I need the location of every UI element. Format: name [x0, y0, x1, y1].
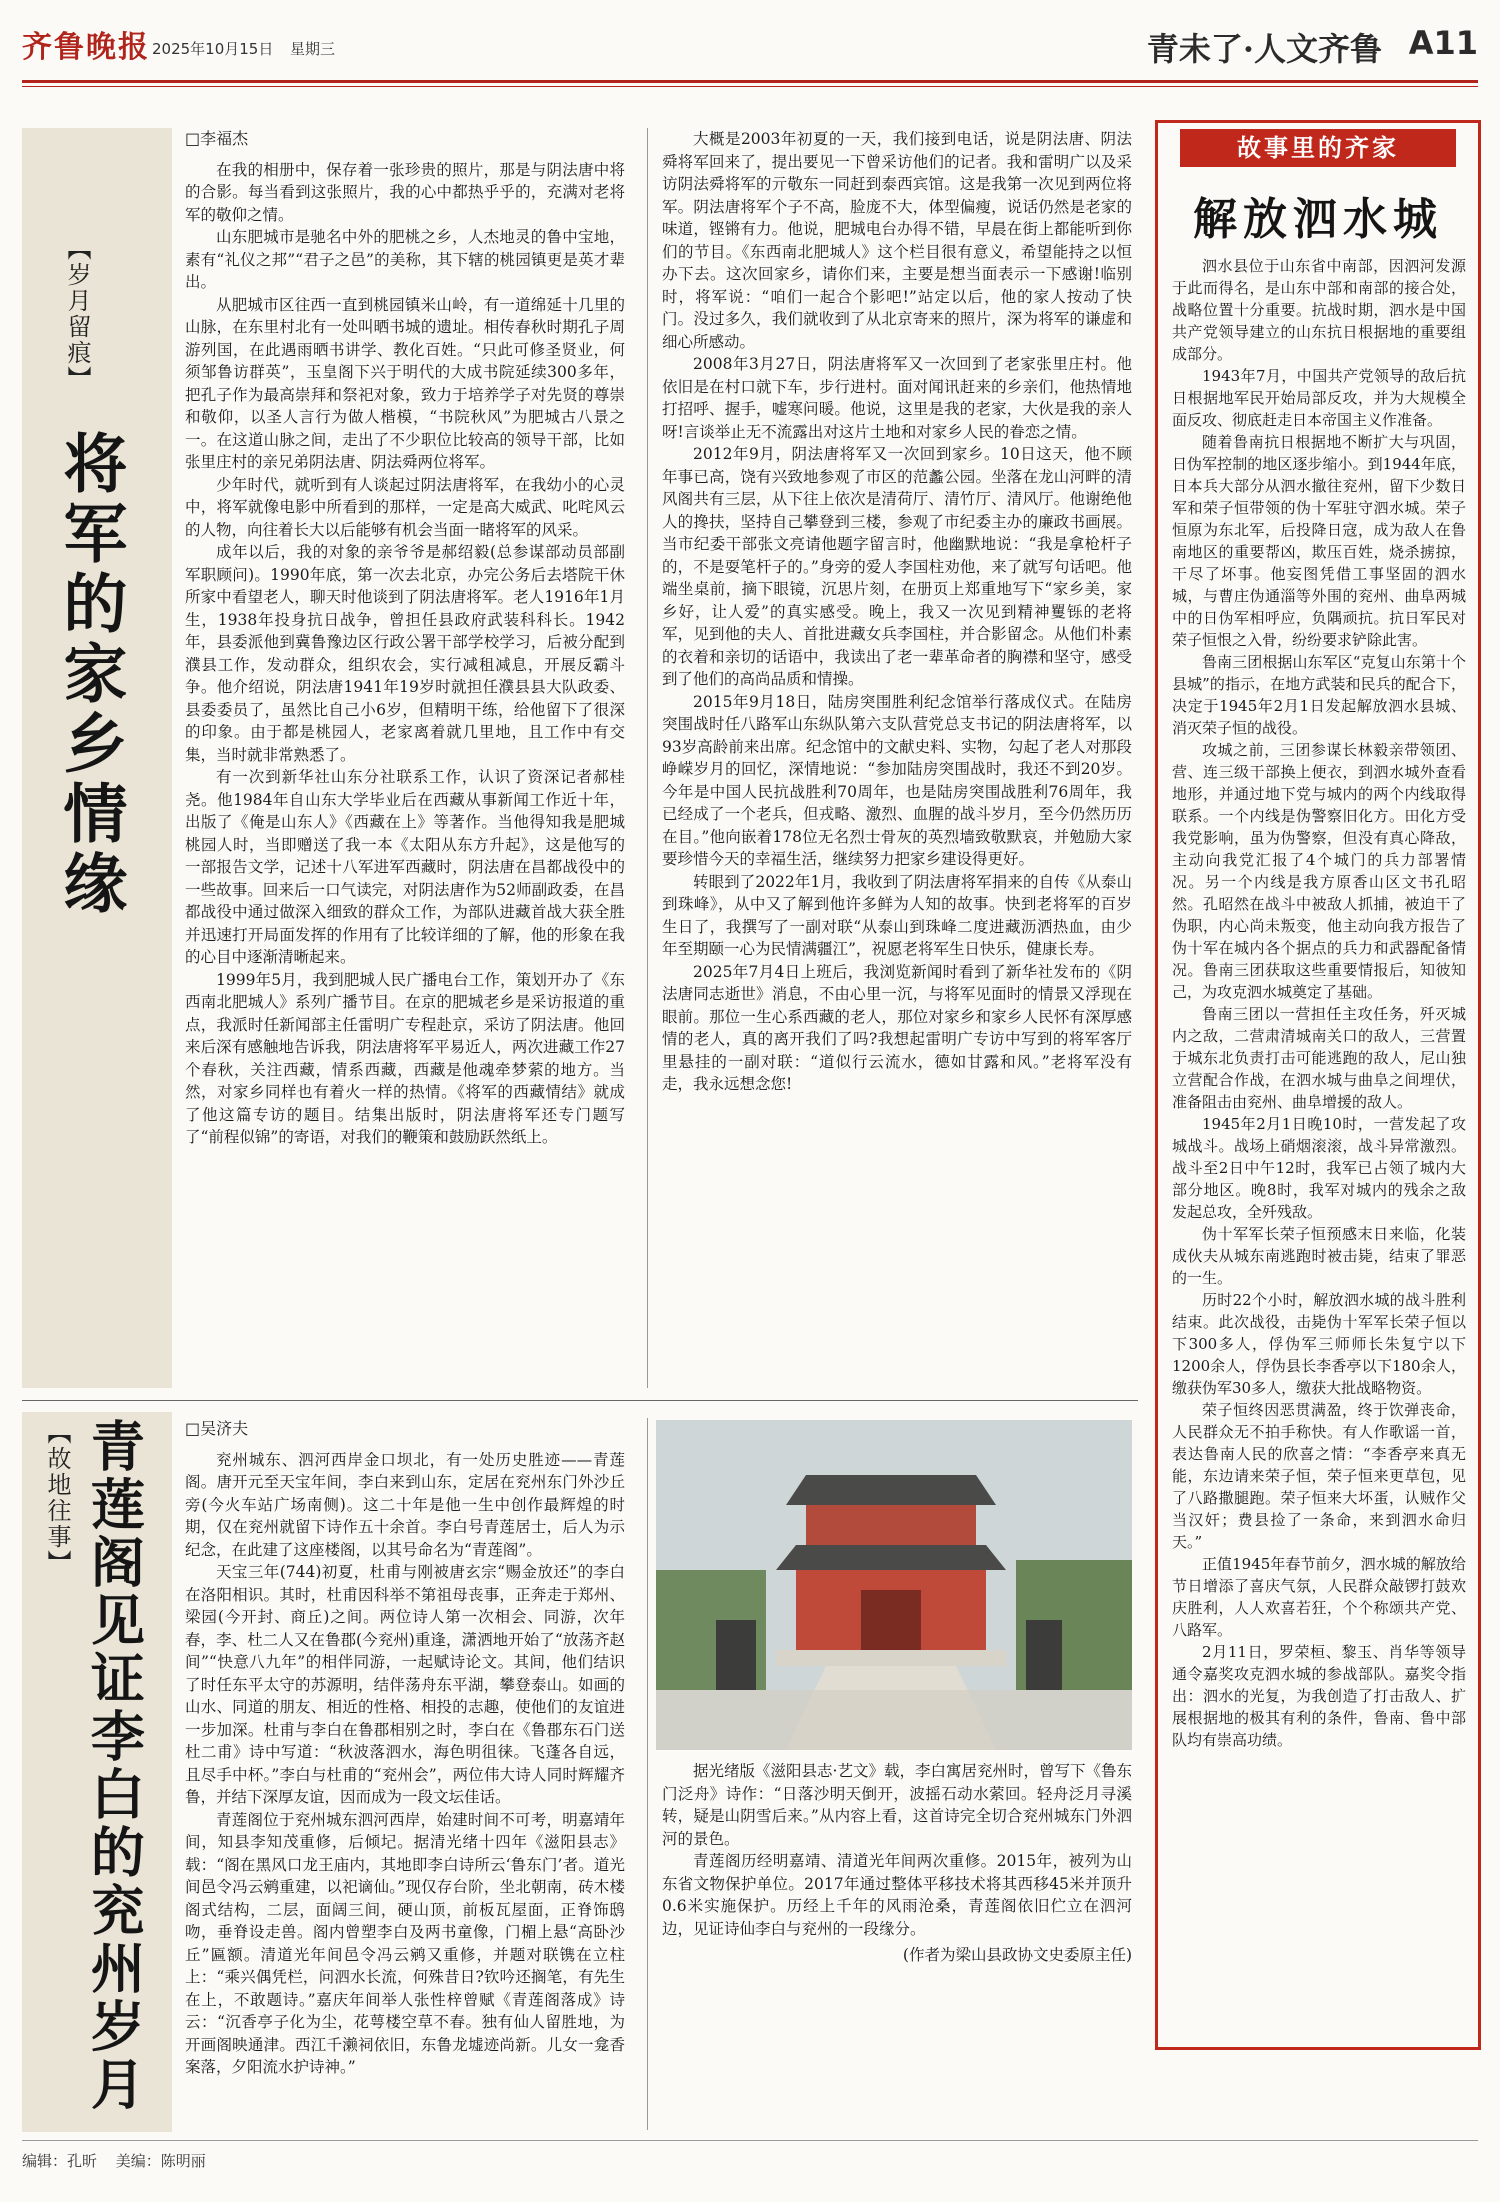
section-title: 青未了·人文齐鲁 [1146, 30, 1382, 68]
issue-weekday: 星期三 [290, 40, 336, 58]
article1-paragraph: 成年以后，我的对象的亲爷爷是郝绍毅(总参谋部动员部副军职顾问)。1990年底，第一次去北京，办完公务后去塔院干休所家中看望老人，聊天时他谈到了阴法唐将军。老人1916年1月生，1938年投身抗日战争，曾担任县政府武装科科长。1942年，县委派他到冀鲁豫边区行政公署干部学校学习，后被分配到濮县工作，发动群众，组织农会，实行减租减息，开展反霸斗争。他介绍说，阴法唐1941年19岁时就担任濮县县大队政委、县委委员了，虽然比自己小6岁，但精明干练，给他留下了很深的印象。由于都是桃园人，老家离着就几里地，且工作中有交集，当时就非常熟悉了。 [185, 543, 625, 764]
article2-column-right [662, 1760, 1132, 1967]
sidebar-paragraph: 泗水县位于山东省中南部，因泗河发源于此而得名，是山东中部和南部的接合处，战略位置十分重要。抗战时期，泗水是中国共产党领导建立的山东抗日根据地的重要组成部分。 [1172, 257, 1466, 363]
article1-column-left [185, 128, 625, 1149]
article2-paragraph: 据光绪版《滋阳县志·艺文》载，李白寓居兖州时，曾写下《鲁东门泛舟》诗作：“日落沙明天倒开，波摇石动水萦回。轻舟泛月寻溪转，疑是山阴雪后来。”从内容上看，这首诗完全切合兖州城东门外泗河的景色。 [662, 1762, 1132, 1848]
article2-title: 青莲阁见证李白的兖州岁月 [82, 1418, 147, 2114]
designer-credit: 美编：陈明丽 [115, 2152, 206, 2170]
page-footer [22, 2150, 1478, 2171]
sidebar-paragraph: 历时22个小时，解放泗水城的战斗胜利结束。此次战役，击毙伪十军军长荣子恒以下300多人，俘伪军三师师长朱复宁以下1200余人，俘伪县长李香亭以下180余人，缴获伪军30多人，缴获大批战略物资。 [1172, 1291, 1466, 1397]
article1-column-tag: 【岁月留痕】 [63, 236, 91, 392]
sidebar-title: 解放泗水城 [1193, 194, 1443, 245]
article2-author: □吴济夫 [185, 1419, 249, 1438]
article1-paragraph: 有一次到新华社山东分社联系工作，认识了资深记者郝桂尧。他1984年自山东大学毕业后在西藏从事新闻工作近十年，出版了《俺是山东人》《西藏在上》等著作。当他得知我是肥城桃园人时，当即赠送了我一本《太阳从东方升起》，这是他写的一部报告文学，记述十八军进军西藏时，阴法唐在昌都战役中的一些故事。回来后一口气读完，对阴法唐作为52师副政委，在昌都战役中通过做深入细致的群众工作，为部队进藏首战大获全胜并迅速打开局面发挥的作用有了比较详细的了解，他的形象在我的心目中逐渐清晰起来。 [185, 768, 625, 966]
editor-credit: 编辑：孔昕 [22, 2152, 98, 2170]
article1-paragraph: 山东肥城市是驰名中外的肥桃之乡，人杰地灵的鲁中宝地，素有“礼仪之邦”“君子之邑”的美称，其下辖的桃园镇更是英才辈出。 [185, 228, 625, 291]
sidebar-paragraph: 正值1945年春节前夕，泗水城的解放给节日增添了喜庆气氛，人民群众敲锣打鼓欢庆胜利，人人欢喜若狂，个个称颂共产党、八路军。 [1172, 1555, 1466, 1639]
sidebar-paragraph: 1945年2月1日晚10时，一营发起了攻城战斗。战场上硝烟滚滚，战斗异常激烈。战斗至2日中午12时，我军已占领了城内大部分地区。晚8时，我军对城内的残余之敌发起总攻，全歼残敌。 [1172, 1115, 1466, 1221]
page-header [22, 20, 1478, 74]
sidebar-paragraph: 1943年7月，中国共产党领导的敌后抗日根据地军民开始局部反攻，并为大规模全面反攻、彻底赶走日本帝国主义作准备。 [1172, 367, 1466, 429]
article1-author: □李福杰 [185, 129, 249, 148]
column-divider [647, 128, 648, 1388]
article2-author-credit: (作者为梁山县政协文史委原主任) [902, 1946, 1132, 1964]
sidebar-paragraph: 伪十军军长荣子恒预感末日来临，化装成伙夫从城东南逃跑时被击毙，结束了罪恶的一生。 [1172, 1225, 1466, 1287]
article1-column-right [662, 128, 1132, 1096]
article2-column-left [185, 1418, 625, 2076]
header-rule [22, 80, 1478, 83]
sidebar-banner: 故事里的齐家 [1180, 129, 1456, 167]
article1-paragraph: 转眼到了2022年1月，我收到了阴法唐将军捐来的自传《从泰山到珠峰》，从中又了解到他许多鲜为人知的故事。快到老将军的百岁生日了，我撰写了一副对联“从泰山到珠峰二度进藏沥洒热血，由少年至期颐一心为民情满疆江”，祝愿老将军生日快乐，健康长寿。 [662, 872, 1132, 958]
article2-paragraph: 青莲阁历经明嘉靖、清道光年间两次重修。2015年，被列为山东省文物保护单位。2017年通过整体平移技术将其西移45米并顶升0.6米实施保护。历经上千年的风雨沧桑，青莲阁依旧伫立在泗河边，见证诗仙李白与兖州的一段缘分。 [662, 1852, 1132, 1938]
sidebar-paragraph: 攻城之前，三团参谋长林毅亲带领团、营、连三级干部换上便衣，到泗水城外查看地形，并通过地下党与城内的两个内线取得联系。一个内线是伪警察旧化方。田化方受我党影响，虽为伪警察，但没有真心降敌，主动向我党汇报了4个城门的兵力部署情况。另一个内线是我方原香山区文书孔昭然。孔昭然在战斗中被敌人抓捕，被迫干了伪职，内心尚未叛变，他主动向我方报告了伪十军在城内各个据点的兵力和武器配备情况。鲁南三团获取这些重要情报后，知彼知己，为攻克泗水城奠定了基础。 [1172, 741, 1466, 1001]
article1-title: 将军的家乡情缘 [52, 430, 128, 920]
article1-paragraph: 少年时代，就听到有人谈起过阴法唐将军，在我幼小的心灵中，将军就像电影中所看到的那样，一定是高大威武、叱咤风云的人物，向往着长大以后能够有机会当面一睹将军的风采。 [185, 475, 625, 539]
article1-paragraph: 大概是2003年初夏的一天，我们接到电话，说是阴法唐、阴法舜将军回来了，提出要见一下曾采访他们的记者。我和雷明广以及采访阴法舜将军的亓敬东一同赶到泰西宾馆。这是我第一次见到两位将军。阴法唐将军个子不高，脸庞不大，体型偏瘦，说话仍然是老家的味道，铿锵有力。他说，肥城电台办得不错，早晨在街上都能听到你们的节目。《东西南北肥城人》这个栏目很有意义，希望能持之以恒办下去。这次回家乡，请你们来，主要是想当面表示一下感谢!临别时，将军说：“咱们一起合个影吧!”站定以后，他的家人按动了快门。没过多久，我们就收到了从北京寄来的照片，深为将军的谦虚和细心所感动。 [662, 130, 1132, 351]
pavilion-illustration [656, 1420, 1132, 1750]
sidebar-paragraph: 随着鲁南抗日根据地不断扩大与巩固，日伪军控制的地区逐步缩小。到1944年底，日本兵大部分从泗水撤往兖州，留下少数日军和荣子恒带领的伪十军驻守泗水城。荣子恒原为东北军，后投降日寇，成为敌人在鲁南地区的重要帮凶，欺压百姓，烧杀掳掠，干尽了坏事。他妄图凭借工事坚固的泗水城，与曹庄伪通淄等外围的兖州、曲阜两城中的日伪军相呼应，负隅顽抗。抗日军民对荣子恒恨之入骨，纷纷要求铲除此害。 [1172, 433, 1466, 649]
sidebar-paragraph: 2月11日，罗荣桓、黎玉、肖华等领导通令嘉奖攻克泗水城的参战部队。嘉奖令指出：泗水的光复，为我创造了打击敌人、扩展根据地的极其有利的条件，鲁南、鲁中部队均有崇高功绩。 [1172, 1643, 1466, 1749]
article2-paragraph: 兖州城东、泗河西岸金口坝北，有一处历史胜迹——青莲阁。唐开元至天宝年间，李白来到山东，定居在兖州东门外沙丘旁(今火车站广场南侧)。这二十年是他一生中创作最辉煌的时期，仅在兖州就留下诗作五十余首。李白号青莲居士，后人为示纪念，在此建了这座楼阁，以其号命名为“青莲阁”。 [185, 1450, 625, 1559]
footer-rule [22, 2140, 1478, 2141]
qinglian-pavilion-photo [656, 1420, 1132, 1750]
article2-column-tag: 【故地往事】 [43, 1420, 71, 1576]
sidebar-paragraph: 鲁南三团以一营担任主攻任务，歼灭城内之敌，二营肃清城南关口的敌人，三营置于城东北负责打击可能逃跑的敌人，尼山独立营配合作战，在泗水城与曲阜之间埋伏，准备阻击由兖州、曲阜增援的敌人。 [1172, 1005, 1466, 1111]
column-divider [647, 1418, 648, 2130]
article1-paragraph: 在我的相册中，保存着一张珍贵的照片，那是与阴法唐中将的合影。每当看到这张照片，我的心中都热乎乎的，充满对老将军的敬仰之情。 [185, 160, 625, 224]
article1-paragraph: 1999年5月，我到肥城人民广播电台工作，策划开办了《东西南北肥城人》系列广播节目。在京的肥城老乡是采访报道的重点，我派时任新闻部主任雷明广专程赴京，采访了阴法唐。他回来后深有感触地告诉我，阴法唐将军平易近人，两次进藏工作27个春秋，关注西藏，情系西藏，西藏是他魂牵梦萦的地方。当然，对家乡同样也有着火一样的热情。《将军的西藏情结》就成了他这篇专访的题目。结集出版时，阴法唐将军还专门题写了“前程似锦”的寄语，对我们的鞭策和鼓励跃然纸上。 [185, 970, 625, 1146]
article1-paragraph: 从肥城市区往西一直到桃园镇米山岭，有一道绵延十几里的山脉，在东里村北有一处叫晒书城的遗址。相传春秋时期孔子周游列国，在此遇雨晒书讲学、教化百姓。“只此可修圣贤业，何须邹鲁访群英”，玉皇阁下兴于明代的大成书院延续300多年，把孔子作为最高崇拜和祭祀对象，致力于培养学子对先贤的尊崇和敬仰，以圣人言行为做人楷模，“书院秋风”为肥城古八景之一。在这道山脉之间，走出了不少职位比较高的领导干部，比如张里庄村的亲兄弟阴法唐、阴法舜两位将军。 [185, 295, 625, 471]
sidebar-paragraph: 鲁南三团根据山东军区“克复山东第十个县城”的指示，在地方武装和民兵的配合下，决定于1945年2月1日发起解放泗水县城、消灭荣子恒的战役。 [1172, 653, 1466, 737]
article1-paragraph: 2008年3月27日，阴法唐将军又一次回到了老家张里庄村。他依旧是在村口就下车，步行进村。面对闻讯赶来的乡亲们，他热情地打招呼、握手，嘘寒问暖。他说，这里是我的老家，大伙是我的亲人呀!言谈举止无不流露出对这片土地和对家乡人民的眷恋之情。 [662, 355, 1132, 441]
newspaper-logo: 齐鲁晚报 [22, 30, 150, 65]
article2-paragraph: 天宝三年(744)初夏，杜甫与刚被唐玄宗“赐金放还”的李白在洛阳相识。其时，杜甫因科举不第祖母丧事，正奔走于郑州、梁园(今开封、商丘)之间。两位诗人第一次相会、同游，次年春，李、杜二人又在鲁郡(今兖州)重逢，潇洒地开始了“放荡齐赵间”“快意八九年”的相伴同游，一起赋诗论文。其间，他们结识了时任东平太守的苏源明，结伴荡舟东平湖，攀登泰山。如画的山水、同道的朋友、相近的性格、相投的志趣，使他们的友谊进一步加深。杜甫与李白在鲁郡相别之时，李白在《鲁郡东石门送杜二甫》诗中写道：“秋波落泗水，海色明徂徕。飞蓬各自远，且尽手中杯。”李白与杜甫的“兖州会”，两位伟大诗人同时辉耀齐鲁，并结下深厚友谊，因而成为一段文坛佳话。 [185, 1563, 625, 1806]
page-number: A11 [1408, 24, 1478, 62]
article1-paragraph: 2012年9月，阴法唐将军又一次回到家乡。10日这天，他不顾年事已高，饶有兴致地参观了市区的范蠡公园。坐落在龙山河畔的清风阁共有三层，从下往上依次是清荷厅、清竹厅、清风厅。他谢绝他人的搀扶，坚持自己攀登到三楼，参观了市纪委主办的廉政书画展。当市纪委干部张文亮请他题字留言时，他幽默地说：“我是拿枪杆子的，不是耍笔杆子的。”身旁的爱人李国柱劝他，来了就写句话吧。他端坐桌前，摘下眼镜，沉思片刻，在册页上郑重地写下“家乡美，家乡好，让人爱”的真实感受。晚上，我又一次见到精神矍铄的老将军，见到他的夫人、首批进藏女兵李国柱，并合影留念。从他们朴素的衣着和亲切的话语中，我读出了老一辈革命者的胸襟和坚守，感受到了他们的高尚品质和情操。 [662, 445, 1132, 688]
issue-date: 2025年10月15日 [152, 40, 274, 58]
article1-paragraph: 2025年7月4日上班后，我浏览新闻时看到了新华社发布的《阴法唐同志逝世》消息，不由心里一沉，与将军见面时的情景又浮现在眼前。那位一生心系西藏的老人，那位对家乡和家乡人民怀有深厚感情的老人，真的离开我们了吗?我想起雷明广专访中写到的将军客厅里悬挂的一副对联：“道似行云流水，德如甘露和风。”老将军没有走，我永远想念您! [662, 962, 1132, 1093]
article2-paragraph: 青莲阁位于兖州城东泗河西岸，始建时间不可考，明嘉靖年间，知县李知茂重修，后倾圮。据清光绪十四年《滋阳县志》载：“阁在黑风口龙王庙内，其地即李白诗所云‘鲁东门’者。道光间邑令冯云鹓重建，以祀谪仙。”现仅存台阶，坐北朝南，砖木楼阁式结构，二层，面阔三间，硬山顶，前板瓦屋面，正脊饰鸱吻，垂脊设走兽。阁内曾塑李白及两书童像，门楣上悬“高卧沙丘”匾额。清道光年间邑令冯云鹓又重修，并题对联镌在立柱上：“乘兴偶凭栏，问泗水长流，何殊昔日?钦吟还搁笔，有先生在上，不敢题诗。”嘉庆年间举人张性梓曾赋《青莲阁落成》诗云：“沉香亭子化为尘，花萼楼空草不春。独有仙人留胜地，为开画阁映通津。西江千濑祠依旧，东鲁龙墟迹尚新。儿女一龛香案落，夕阳流水护诗神。” [185, 1810, 625, 2076]
sidebar-paragraph: 荣子恒终因恶贯满盈，终于饮弹丧命，人民群众无不拍手称快。有人作歌谣一首，表达鲁南人民的欣喜之情：“李香亭来真无能，东边请来荣子恒，荣子恒来更草包，见了八路撒腿跑。荣子恒来大坏蛋，认贼作父当汉奸；费县捡了一条命，来到泗水命归天。” [1172, 1401, 1466, 1551]
sidebar-story-box [1155, 120, 1481, 2050]
article1-paragraph: 2015年9月18日，陆房突围胜利纪念馆举行落成仪式。在陆房突围战时任八路军山东纵队第六支队营党总支书记的阴法唐将军，以93岁高龄前来出席。纪念馆中的文献史料、实物，勾起了老人对那段峥嵘岁月的回忆，深情地说：“参加陆房突围战时，我还不到20岁。今年是中国人民抗战胜利70周年，也是陆房突围战胜利76周年，我已经成了一个老兵，但戎略、激烈、血腥的战斗岁月，至今仍然历历在目。”他向嵌着178位无名烈士骨灰的英烈墙致敬默哀，并勉励大家要珍惜今天的幸福生活，继续努力把家乡建设得更好。 [662, 692, 1132, 868]
sidebar-body [1172, 255, 1466, 1751]
header-rule-thin [22, 86, 1478, 87]
article-separator [22, 1400, 1138, 1401]
